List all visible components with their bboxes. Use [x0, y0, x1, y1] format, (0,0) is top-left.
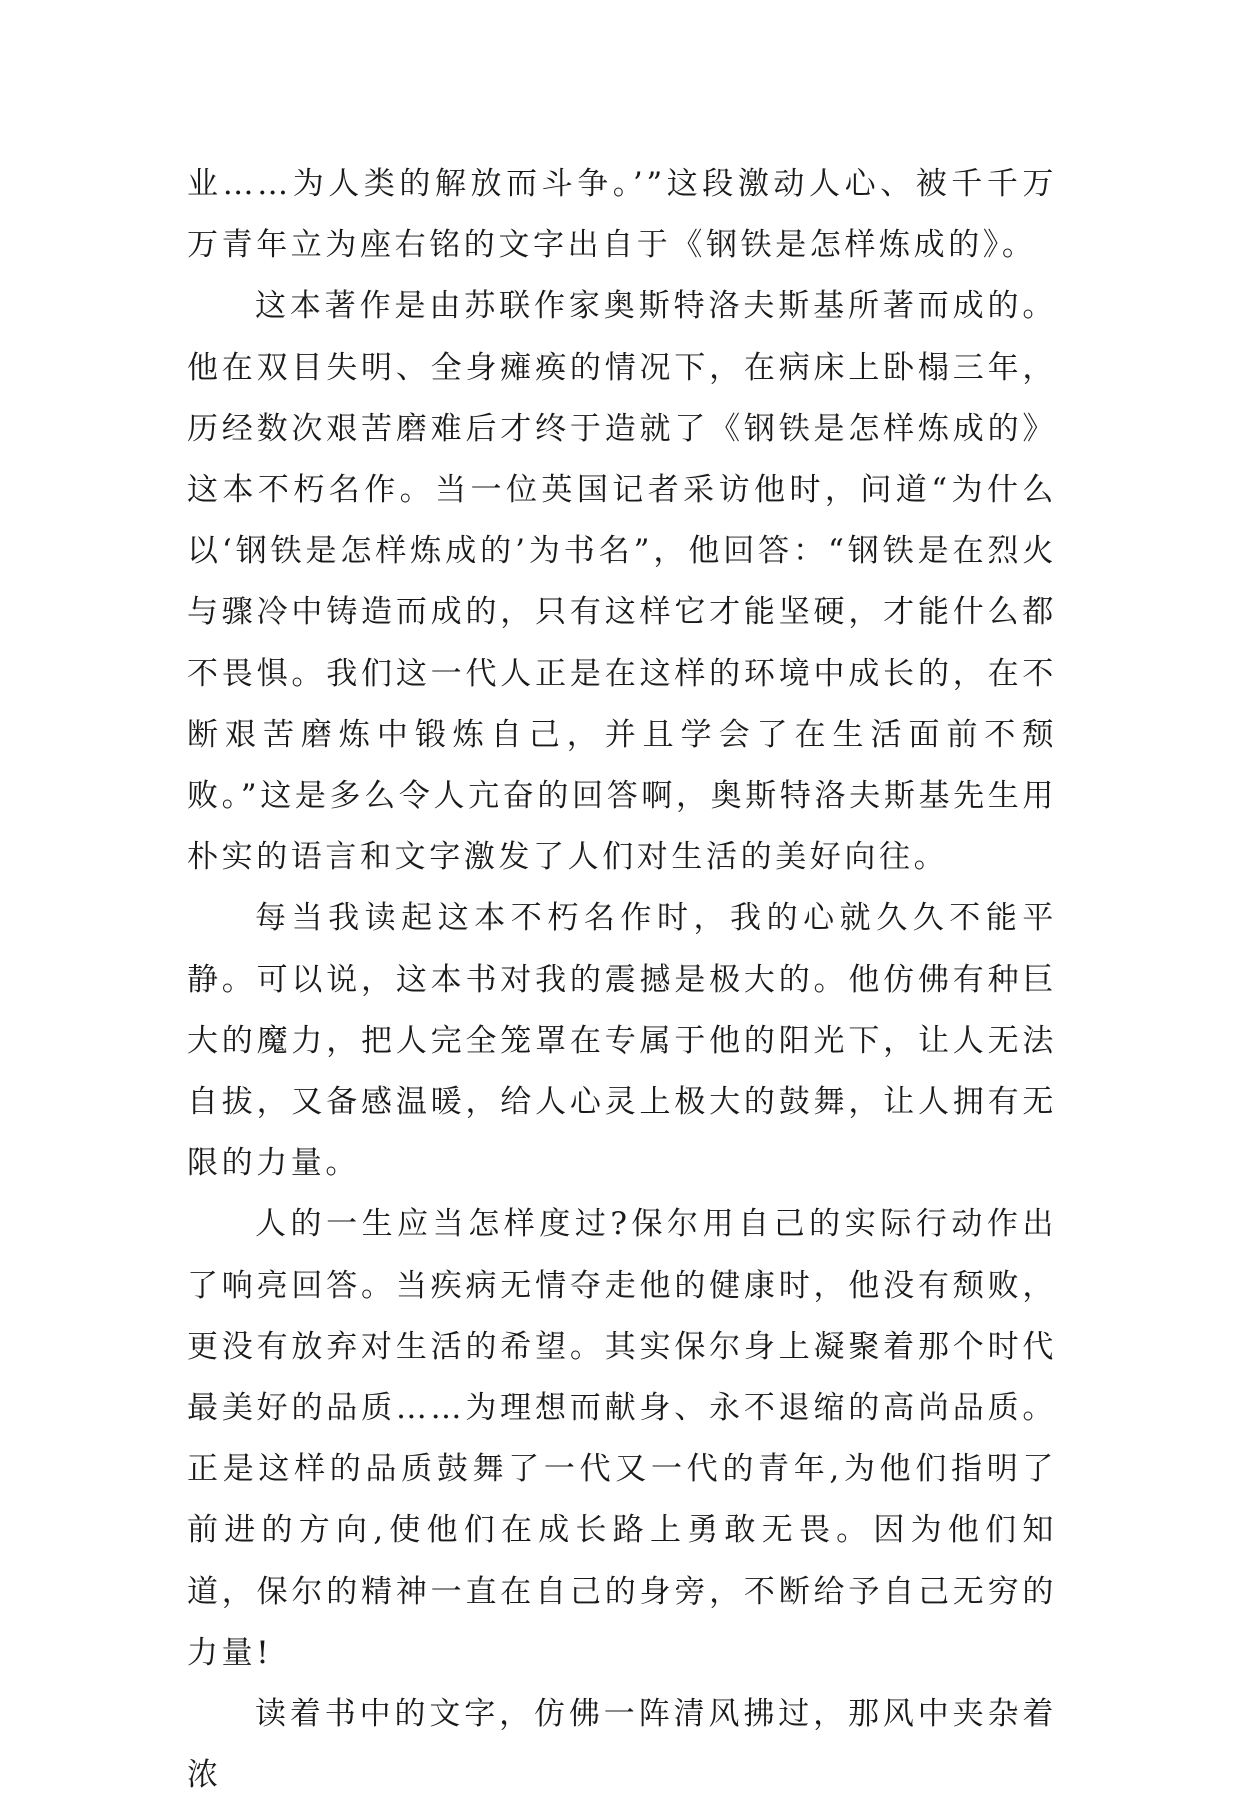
- paragraph-continuation: 业……为人类的解放而斗争。’”这段激动人心、被千千万万青年立为座右铭的文字出自于《钢铁是怎样炼成的》。: [187, 166, 1057, 264]
- paragraph-author-intro: 这本著作是由苏联作家奥斯特洛夫斯基所著而成的。他在双目失明、全身瘫痪的情况下，在病床上卧榻三年，历经数次艰苦磨难后才终于造就了《钢铁是怎样炼成的》这本不朽名作。当一位英国记者采访他时，问道“为什么以‘钢铁是怎样炼成的’为书名”，他回答：“钢铁是在烈火与骤冷中铸造而成的，只有这样它才能坚硬，才能什么都不畏惧。我们这一代人正是在这样的环境中成长的，在不断艰苦磨炼中锻炼自己，并且学会了在生活面前不颓败。”这是多么令人亢奋的回答啊，奥斯特洛夫斯基先生用朴实的语言和文字激发了人们对生活的美好向往。: [187, 288, 1057, 876]
- paragraph-impression: 每当我读起这本不朽名作时，我的心就久久不能平静。可以说，这本书对我的震撼是极大的。他仿佛有种巨大的魔力，把人完全笼罩在专属于他的阳光下，让人无法自拔，又备感温暖，给人心灵上极大的鼓舞，让人拥有无限的力量。: [187, 900, 1057, 1182]
- paragraph-paul: 人的一生应当怎样度过?保尔用自己的实际行动作出了响亮回答。当疾病无情夺走他的健康时，他没有颓败，更没有放弃对生活的希望。其实保尔身上凝聚着那个时代最美好的品质……为理想而献身、永不退缩的高尚品质。正是这样的品质鼓舞了一代又一代的青年,为他们指明了前进的方向,使他们在成长路上勇敢无畏。因为他们知道，保尔的精神一直在自己的身旁，不断给予自己无穷的力量!: [187, 1206, 1057, 1671]
- paragraph-closing: 读着书中的文字，仿佛一阵清风拂过，那风中夹杂着浓: [187, 1696, 1057, 1794]
- document-body: [187, 154, 1057, 1806]
